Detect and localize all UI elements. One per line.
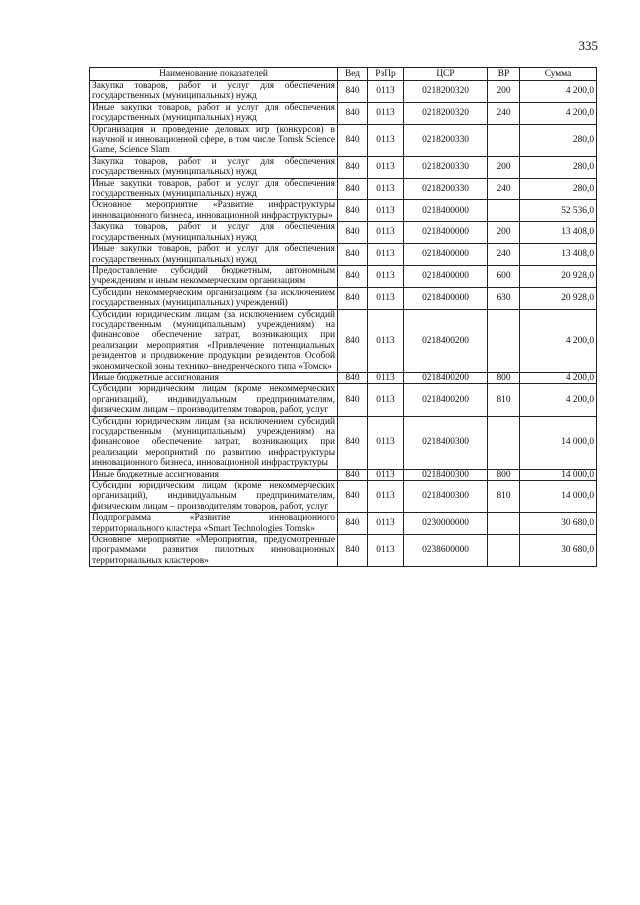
header-sum: Сумма	[520, 68, 597, 81]
cell-ved: 840	[338, 513, 368, 535]
cell-vr: 200	[488, 81, 520, 103]
cell-sum: 52 536,0	[520, 200, 597, 222]
cell-sum: 13 408,0	[520, 244, 597, 266]
cell-name: Иные бюджетные ассигнования	[90, 469, 338, 480]
cell-csr: 0238600000	[404, 535, 488, 567]
header-csr: ЦСР	[404, 68, 488, 81]
cell-vr: 800	[488, 372, 520, 383]
cell-name: Иные закупки товаров, работ и услуг для обеспечения государственных (муниципальных) нужд	[90, 102, 338, 124]
cell-sum: 30 680,0	[520, 513, 597, 535]
cell-ved: 840	[338, 384, 368, 416]
cell-sum: 14 000,0	[520, 469, 597, 480]
cell-ved: 840	[338, 200, 368, 222]
table-row	[90, 244, 597, 266]
cell-name: Иные бюджетные ассигнования	[90, 372, 338, 383]
cell-rzpr: 0113	[368, 178, 404, 200]
cell-name: Субсидии некоммерческим организациям (за исключением государственных (муниципальных) учреждений)	[90, 287, 338, 309]
cell-csr: 0218400300	[404, 469, 488, 480]
cell-csr: 0218400000	[404, 265, 488, 287]
cell-vr: 630	[488, 287, 520, 309]
cell-ved: 840	[338, 244, 368, 266]
cell-name: Закупка товаров, работ и услуг для обеспечения государственных (муниципальных) нужд	[90, 81, 338, 103]
cell-csr: 0230000000	[404, 513, 488, 535]
cell-rzpr: 0113	[368, 102, 404, 124]
table-row	[90, 200, 597, 222]
cell-ved: 840	[338, 81, 368, 103]
table-row	[90, 81, 597, 103]
cell-vr: 600	[488, 265, 520, 287]
table-row	[90, 481, 597, 513]
cell-rzpr: 0113	[368, 481, 404, 513]
cell-sum: 280,0	[520, 156, 597, 178]
cell-sum: 13 408,0	[520, 222, 597, 244]
cell-name: Основное мероприятие «Мероприятия, предусмотренные программами развития пилотных инновационных территориальных кластеров»	[90, 535, 338, 567]
cell-csr: 0218400200	[404, 384, 488, 416]
cell-name: Подпрограмма «Развитие инновационного территориального кластера «Smart Technologies Tomsk»	[90, 513, 338, 535]
table-row	[90, 513, 597, 535]
cell-csr: 0218400000	[404, 222, 488, 244]
table-body	[90, 81, 597, 567]
cell-sum: 280,0	[520, 178, 597, 200]
cell-vr: 200	[488, 222, 520, 244]
table-row	[90, 222, 597, 244]
cell-vr: 200	[488, 156, 520, 178]
cell-name: Субсидии юридическим лицам (кроме некоммерческих организаций), индивидуальным предпринимателям, физическим лицам – производителям товаров, работ, услуг	[90, 384, 338, 416]
header-rzpr: РзПр	[368, 68, 404, 81]
cell-ved: 840	[338, 372, 368, 383]
table-row	[90, 469, 597, 480]
cell-sum: 4 200,0	[520, 384, 597, 416]
cell-vr: 240	[488, 102, 520, 124]
cell-sum: 14 000,0	[520, 416, 597, 469]
cell-rzpr: 0113	[368, 156, 404, 178]
cell-sum: 4 200,0	[520, 309, 597, 372]
table-row	[90, 287, 597, 309]
cell-ved: 840	[338, 535, 368, 567]
cell-sum: 30 680,0	[520, 535, 597, 567]
table-row	[90, 416, 597, 469]
table-row	[90, 102, 597, 124]
cell-vr: 800	[488, 469, 520, 480]
cell-name: Закупка товаров, работ и услуг для обеспечения государственных (муниципальных) нужд	[90, 156, 338, 178]
cell-csr: 0218400300	[404, 416, 488, 469]
cell-ved: 840	[338, 287, 368, 309]
cell-name: Иные закупки товаров, работ и услуг для обеспечения государственных (муниципальных) нужд	[90, 178, 338, 200]
cell-ved: 840	[338, 416, 368, 469]
cell-rzpr: 0113	[368, 309, 404, 372]
cell-csr: 0218200320	[404, 102, 488, 124]
cell-rzpr: 0113	[368, 469, 404, 480]
table-row	[90, 309, 597, 372]
cell-ved: 840	[338, 481, 368, 513]
cell-vr	[488, 309, 520, 372]
cell-csr: 0218200330	[404, 178, 488, 200]
cell-ved: 840	[338, 102, 368, 124]
cell-sum: 4 200,0	[520, 102, 597, 124]
cell-csr: 0218400000	[404, 287, 488, 309]
page-number: 335	[578, 38, 598, 53]
cell-csr: 0218400200	[404, 309, 488, 372]
cell-ved: 840	[338, 309, 368, 372]
cell-name: Субсидии юридическим лицам (за исключением субсидий государственным (муниципальным) учреждениям) на финансовое обеспечение затрат, возникающих при реализации мероприятия «Привлечение потенциальных резидентов и продвижение продукции резидентов Особой экономической зоны технико–внедренческого типа «Томск»	[90, 309, 338, 372]
table-row	[90, 124, 597, 156]
cell-vr	[488, 535, 520, 567]
cell-vr	[488, 416, 520, 469]
cell-name: Предоставление субсидий бюджетным, автономным учреждениям и иным некоммерческим организациям	[90, 265, 338, 287]
table-row	[90, 156, 597, 178]
cell-rzpr: 0113	[368, 287, 404, 309]
budget-table	[89, 67, 597, 567]
cell-rzpr: 0113	[368, 384, 404, 416]
cell-vr: 810	[488, 384, 520, 416]
cell-name: Организация и проведение деловых игр (конкурсов) в научной и инновационной сфере, в том числе Tomsk Science Game, Science Slam	[90, 124, 338, 156]
cell-sum: 20 928,0	[520, 265, 597, 287]
cell-rzpr: 0113	[368, 200, 404, 222]
cell-csr: 0218200320	[404, 81, 488, 103]
cell-csr: 0218400000	[404, 244, 488, 266]
cell-ved: 840	[338, 124, 368, 156]
cell-vr	[488, 200, 520, 222]
cell-name: Субсидии юридическим лицам (кроме некоммерческих организаций), индивидуальным предпринимателям, физическим лицам – производителям товаров, работ, услуг	[90, 481, 338, 513]
header-ved: Вед	[338, 68, 368, 81]
table-row	[90, 384, 597, 416]
cell-vr	[488, 124, 520, 156]
table-header-row	[90, 68, 597, 81]
cell-rzpr: 0113	[368, 372, 404, 383]
cell-vr: 240	[488, 244, 520, 266]
cell-sum: 4 200,0	[520, 372, 597, 383]
cell-csr: 0218400200	[404, 372, 488, 383]
header-vr: ВР	[488, 68, 520, 81]
cell-name: Иные закупки товаров, работ и услуг для обеспечения государственных (муниципальных) нужд	[90, 244, 338, 266]
cell-sum: 4 200,0	[520, 81, 597, 103]
cell-rzpr: 0113	[368, 244, 404, 266]
cell-name: Основное мероприятие «Развитие инфраструктуры инновационного бизнеса, инновационной инфраструктуры»	[90, 200, 338, 222]
cell-ved: 840	[338, 469, 368, 480]
table-row	[90, 265, 597, 287]
header-name: Наименование показателей	[90, 68, 338, 81]
cell-rzpr: 0113	[368, 535, 404, 567]
cell-rzpr: 0113	[368, 265, 404, 287]
cell-rzpr: 0113	[368, 416, 404, 469]
table-row	[90, 178, 597, 200]
cell-csr: 0218200330	[404, 156, 488, 178]
cell-sum: 14 000,0	[520, 481, 597, 513]
cell-ved: 840	[338, 178, 368, 200]
cell-csr: 0218200330	[404, 124, 488, 156]
cell-csr: 0218400000	[404, 200, 488, 222]
cell-ved: 840	[338, 156, 368, 178]
table-row	[90, 372, 597, 383]
cell-rzpr: 0113	[368, 513, 404, 535]
cell-ved: 840	[338, 265, 368, 287]
cell-rzpr: 0113	[368, 81, 404, 103]
cell-rzpr: 0113	[368, 222, 404, 244]
cell-sum: 20 928,0	[520, 287, 597, 309]
cell-name: Субсидии юридическим лицам (за исключением субсидий государственным (муниципальным) учреждениям) на финансовое обеспечение затрат, возникающих при реализации мероприятий по развитию инфраструктуры инновационного бизнеса, инновационной инфраструктуры	[90, 416, 338, 469]
cell-csr: 0218400300	[404, 481, 488, 513]
cell-rzpr: 0113	[368, 124, 404, 156]
cell-vr	[488, 513, 520, 535]
cell-vr: 810	[488, 481, 520, 513]
cell-ved: 840	[338, 222, 368, 244]
cell-vr: 240	[488, 178, 520, 200]
cell-sum: 280,0	[520, 124, 597, 156]
cell-name: Закупка товаров, работ и услуг для обеспечения государственных (муниципальных) нужд	[90, 222, 338, 244]
table-row	[90, 535, 597, 567]
